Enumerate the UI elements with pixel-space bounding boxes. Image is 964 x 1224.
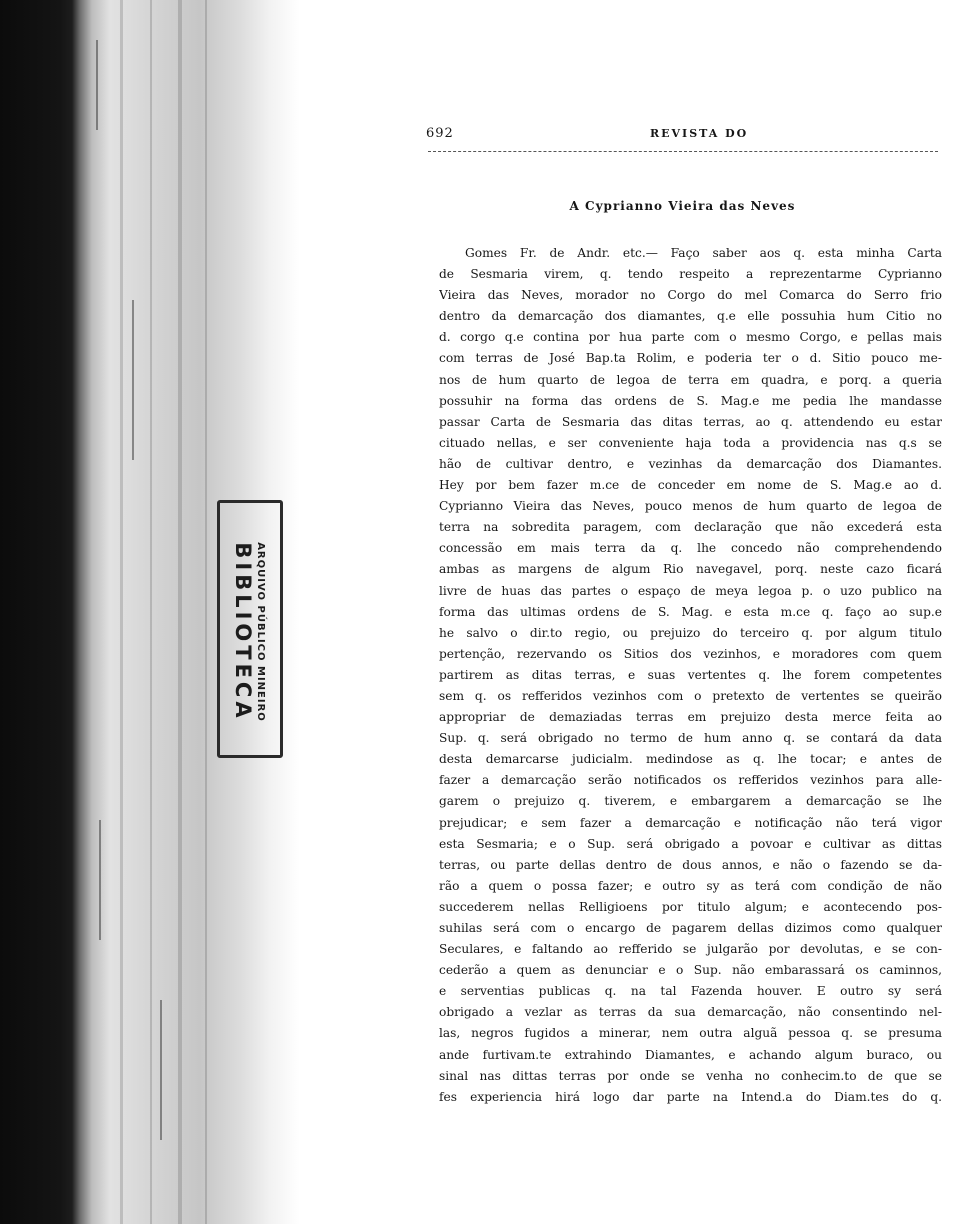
text-line: fes experiencia hirá logo dar parte na Intend.a do Diam.tes do q. bbox=[439, 1089, 942, 1104]
running-head bbox=[426, 126, 936, 144]
text-line: appropriar de demaziadas terras em prejuizo desta merce feita ao bbox=[439, 710, 942, 725]
text-line: hão de cultivar dentro, e vezinhas da demarcação dos Diamantes. bbox=[439, 456, 942, 471]
text-line: garem o prejuizo q. tiverem, e embargarem a demarcação se lhe bbox=[439, 794, 942, 809]
gutter-streak bbox=[120, 0, 123, 1224]
text-line: cituado nellas, e ser conveniente haja toda a providencia nas q.s se bbox=[439, 435, 942, 450]
article-title: A Cyprianno Vieira das Neves bbox=[569, 199, 796, 213]
article-body bbox=[439, 243, 942, 1108]
text-line: terra na sobredita paragem, com declaração que não excederá esta bbox=[439, 520, 942, 535]
text-line: las, negros fugidos a minerar, nem outra alguã pessoa q. se presuma bbox=[439, 1026, 942, 1041]
gutter-speck bbox=[99, 820, 101, 940]
text-line: sinal nas dittas terras por onde se venha no conhecim.to de que se bbox=[439, 1068, 942, 1083]
text-line: possuhir na forma das ordens de S. Mag.e me pedia lhe mandasse bbox=[439, 393, 942, 408]
text-line: partirem as ditas terras, e suas vertentes q. lhe forem competentes bbox=[439, 667, 942, 682]
text-line: dentro da demarcação dos diamantes, q.e elle possuhia hum Citio no bbox=[439, 309, 942, 324]
text-line: terras, ou parte dellas dentro de dous annos, e não o fazendo se da- bbox=[439, 857, 942, 872]
text-line: obrigado a vezlar as terras da sua demarcação, não consentindo nel- bbox=[439, 1005, 942, 1020]
text-line: cederão a quem as denunciar e o Sup. não embarassará os caminnos, bbox=[439, 963, 942, 978]
text-line: succederem nellas Relligioens por titulo algum; e acontecendo pos- bbox=[439, 899, 942, 914]
stamp-library-word: BIBLIOTECA bbox=[231, 542, 256, 722]
text-line: com terras de José Bap.ta Rolim, e poderia ter o d. Sitio pouco me- bbox=[439, 351, 942, 366]
text-line: Gomes Fr. de Andr. etc.— Faço saber aos q. esta minha Carta bbox=[465, 246, 942, 260]
library-stamp bbox=[217, 500, 283, 758]
gutter-streak bbox=[178, 0, 182, 1224]
stamp-archive-name: ARQUIVO PÚBLICO MINEIRO bbox=[255, 542, 267, 722]
text-line: d. corgo q.e contina por hua parte com o mesmo Corgo, e pellas mais bbox=[439, 330, 942, 345]
text-line: e serventias publicas q. na tal Fazenda houver. E outro sy será bbox=[439, 984, 942, 999]
gutter-streak bbox=[150, 0, 152, 1224]
text-line: Cyprianno Vieira das Neves, pouco menos de hum quarto de legoa de bbox=[439, 499, 942, 514]
text-line: ambas as margens de algum Rio navegavel, porq. neste cazo ficará bbox=[439, 562, 942, 577]
text-line: pertenção, rezervando os Sitios dos vezinhos, e moradores com quem bbox=[439, 646, 942, 661]
gutter-speck bbox=[132, 300, 134, 460]
library-stamp-text bbox=[216, 503, 282, 761]
text-line: desta demarcarse judicialm. medindose as q. lhe tocar; e antes de bbox=[439, 752, 942, 767]
text-line: rão a quem o possa fazer; e outro sy as terá com condição de não bbox=[439, 878, 942, 893]
text-line: he salvo o dir.to regio, ou prejuizo do terceiro q. por algum titulo bbox=[439, 625, 942, 640]
text-line: de Sesmaria virem, q. tendo respeito a reprezentarme Cyprianno bbox=[439, 267, 942, 282]
text-line: ande furtivam.te extrahindo Diamantes, e achando algum buraco, ou bbox=[439, 1047, 942, 1062]
header-rule bbox=[428, 151, 938, 152]
text-line: concessão em mais terra da q. lhe concedo não comprehendendo bbox=[439, 541, 942, 556]
text-line: Seculares, e faltando ao refferido se julgarão por devolutas, e se con- bbox=[439, 942, 942, 957]
page-number: 692 bbox=[426, 126, 454, 141]
text-line: suhilas será com o encargo de pagarem dellas dizimos como qualquer bbox=[439, 921, 942, 935]
text-line: livre de huas das partes o espaço de meya legoa p. o uzo publico na bbox=[439, 583, 942, 598]
gutter-streak bbox=[205, 0, 207, 1224]
text-line: esta Sesmaria; e o Sup. será obrigado a povoar e cultivar as dittas bbox=[439, 836, 942, 851]
text-line: passar Carta de Sesmaria das ditas terras, ao q. attendendo eu estar bbox=[439, 414, 942, 429]
text-line: nos de hum quarto de legoa de terra em quadra, e porq. a queria bbox=[439, 372, 942, 387]
text-line: fazer a demarcação serão notificados os refferidos vezinhos para alle- bbox=[439, 773, 942, 788]
text-line: sem q. os refferidos vezinhos com o pretexto de vertentes se queirão bbox=[439, 688, 942, 703]
text-line: forma das ultimas ordens de S. Mag. e esta m.ce q. faço ao sup.e bbox=[439, 604, 942, 619]
text-line: prejudicar; e sem fazer a demarcação e notificação não terá vigor bbox=[439, 815, 942, 830]
text-line: Vieira das Neves, morador no Corgo do mel Comarca do Serro frio bbox=[439, 288, 942, 303]
text-line: Hey por bem fazer m.ce de conceder em nome de S. Mag.e ao d. bbox=[439, 478, 942, 493]
gutter-speck bbox=[160, 1000, 162, 1140]
journal-title: REVISTA DO bbox=[650, 127, 749, 140]
gutter-speck bbox=[96, 40, 98, 130]
text-line: Sup. q. será obrigado no termo de hum anno q. se contará da data bbox=[439, 731, 942, 746]
